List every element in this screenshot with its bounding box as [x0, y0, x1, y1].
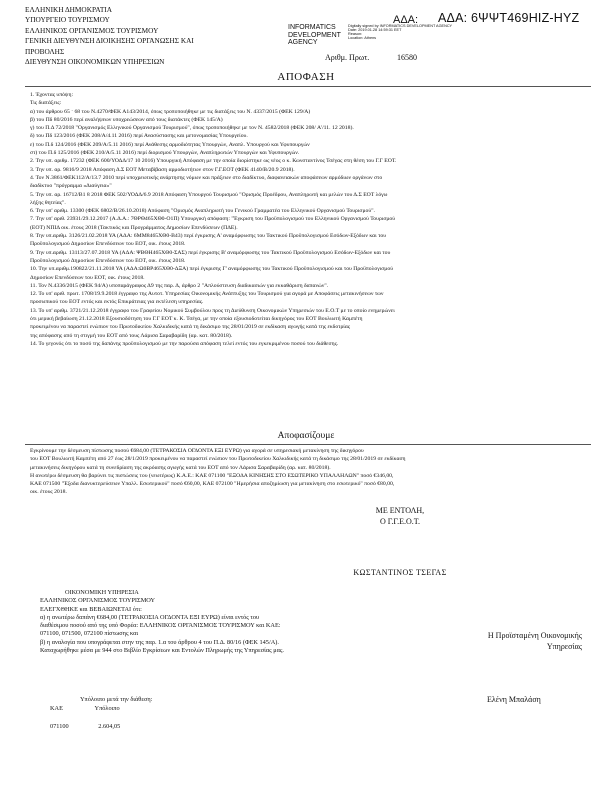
authority-signature: [0, 505, 612, 527]
body-line: της απόφασης από τη στιγμή του ΕΟΤ από τους Λάρισα Σαραβαρίδη (αρ. κατ. 80/2018).: [30, 332, 233, 339]
decision-line: οικ. έτους 2018.: [30, 489, 67, 496]
body-line: Προϋπολογισμού Δημοσίων Επενδύσεων του ΕΟΤ, οικ. έτους 2018.: [30, 257, 186, 264]
decision-line: Η ανωτέρω δέσμευση θα βαρύνει τις πιστώσεις του (νεωτέρως) Κ.Α.Ε.: ΚΑΕ 071100 "ΕΞΟΔΑ ΚΙΝΗΣΗΣ ΣΤΟ ΕΣΩΤΕΡΙΚΟ ΥΠΑΛΛΗΛΩΝ" ποσό €346,00,: [30, 472, 394, 479]
stamp-line: AGENCY: [288, 39, 318, 46]
body-line: 12. Το υπ' αριθ. πρωτ. 1708/19.9.2018 έγγραφο της Αυτοτ. Υπηρεσίας Οικονομικής Ανάπτυξης του Τουρισμού για αγορά με Αποφάσεις μετακινήσεων των: [30, 291, 384, 298]
body-line: ε) του Π.δ 124/2016 (ΦΕΚ 209/Α/5.11 2016) περί Ανάθεσης αρμοδιότητας Υπουργών, Αναπλ. Υπουργού και Υφυπουργών: [30, 141, 310, 148]
service-line: διαθέσιμου ποσού από της υπό Φορέα: ΕΛΛΗΝΙΚΟΣ ΟΡΓΑΝΙΣΜΟΣ ΤΟΥΡΙΣΜΟΥ και ΚΑΕ:: [40, 622, 281, 630]
balance-row: [50, 722, 152, 731]
stamp-fineprint: [348, 24, 452, 40]
service-line: Καταχωρήθηκε μέσα με 944 στο Βιβλίο Εγκρίσεων και Εντολών Πληρωμής της Υπηρεσίας μας.: [40, 647, 284, 655]
finance-service-block: [40, 589, 284, 655]
service-line: ΕΛΕΓΧΘΗΚΕ και ΒΕΒΑΙΩΝΕΤΑΙ ότι:: [40, 605, 142, 613]
decision-title: Αποφασίζουμε: [277, 431, 335, 441]
protocol-number: [325, 53, 417, 62]
protocol-label: Αριθμ. Πρωτ.: [325, 53, 370, 62]
decision-divider: [25, 444, 591, 445]
body-line: διαδίκτυο "πρόγραμμα «Διαύγεια»": [30, 183, 112, 190]
body-line: στ) του Π.δ 125/2016 (ΦΕΚ 210/Α/5.11 2016) περί διορισμού Υπουργών, Αναπληρωτών Υπουργών και Υφυπουργών.: [30, 150, 300, 157]
body-line: α) του άρθρου 65 ⋅ 68 του Ν.4270/ΦΕΚ Α143/2014, όπως τροποποιήθηκε με τις διατάξεις του Ν. 4337/2015 (ΦΕΚ 129/Α): [30, 108, 311, 115]
balance-value: 2.604,05: [98, 723, 121, 730]
decision-line: ΚΑΕ 071500 "Έξοδα διανυκτερεύσεων Υπαλλ. Εσωτερικού" ποσό €60,00, ΚΑΕ 072100 "Ημερήσια αποζημίωση για μετακίνηση στο εσωτερικό" ποσό €80,00,: [30, 481, 395, 488]
body-line: 14. Το γεγονός ότι το ποσό της δαπάνης προϋπολογισμού με την παρούσα απόφαση τελεί εντός του εγκεκριμένου ποσού του διάθεσης.: [30, 340, 339, 347]
body-line: 4. Τον Ν.3861/ΦΕΚ112/Α/13.7 2010 περί υποχρεωτικής ανάρτησης νόμων και πράξεων στο διαδίκτυο, διαφανειακών αποφάσεων αρμόδιων οργάνων στο: [30, 174, 383, 181]
finance-head-signature: [440, 630, 582, 652]
body-line: 5. Την υπ. αρ. 16712/Β1 8 2018 ΦΕΚ 502/ΥΟΔΔ/6.9 2018 Απόφαση Υπουργού Τουρισμού "Ορισμός Προέδρου, Αναπληρωτή και μελών του Δ.Σ ΕΟΤ λόγω: [30, 191, 388, 198]
body-line: γ) του Π.Δ 72/2018 "Οργανισμός Ελληνικού Οργανισμού Τουρισμού", όπως τροποποιήθηκε με τον Ν. 4582/2018 (ΦΕΚ 208/ Α'/11. 12 2018).: [30, 125, 354, 132]
stamp-line: INFORMATICS: [288, 24, 336, 31]
signature-line: Ο Γ.Γ.Ε.Ο.Τ.: [379, 517, 421, 526]
title-divider: [25, 86, 591, 87]
body-line: 1. Έχοντας υπόψη:: [30, 92, 74, 98]
issuer-header: [25, 5, 194, 67]
header-line: ΥΠΟΥΡΓΕΙΟ ΤΟΥΡΙΣΜΟΥ: [25, 15, 110, 25]
body-line: ότι μερική βεβαίωση 21.12.2018 Εξουσιοδότηση του Γ.Γ ΕΟΤ κ. Κ. Τσέγα, με την οποία εξουσιοδοτείται δικηγόρος του ΕΟΤ Βουλιωτή Καμπέτη: [30, 316, 363, 323]
service-line: β) η αναλογία που υπογράφεται στην της παρ. 1.α του άρθρου 4 του Π.Δ. 80/16 (ΦΕΚ 145/Α).: [40, 638, 279, 646]
stamp-tiny-line: Digitally signed by INFORMATICS DEVELOPMENT AGENCY: [348, 24, 453, 28]
digital-signature-stamp: [288, 24, 453, 47]
body-line: 3. Την υπ. αρ. 9816/9 2018 Απόφαση Δ.Σ ΕΟΤ Μεταβίβαση αρμοδιοτήτων στον Γ.Γ.ΕΟΤ (ΦΕΚ 4140/Β/20.9 2018).: [30, 166, 295, 173]
header-line: ΓΕΝΙΚΗ ΔΙΕΥΘΥΝΣΗ ΔΙΟΙΚΗΣΗΣ ΟΡΓΑΝΩΣΗΣ ΚΑΙ: [25, 36, 194, 46]
decision-line: Εγκρίνουμε την δέσμευση πίστωσης ποσού €684,00 (ΤΕΤΡΑΚΟΣΙΑ ΟΓΔΟΝΤΑ ΕΞΙ ΕΥΡΩ) για αγορά σε υπηρεσιακή μετακίνηση της δικηγόρου: [30, 448, 364, 454]
header-line: ΕΛΛΗΝΙΚΟΣ ΟΡΓΑΝΙΣΜΟΣ ΤΟΥΡΙΣΜΟΥ: [25, 25, 159, 35]
header-line: ΔΙΕΥΘΥΝΣΗ ΟΙΚΟΝΟΜΙΚΩΝ ΥΠΗΡΕΣΙΩΝ: [25, 56, 165, 66]
header-line: ΕΛΛΗΝΙΚΗ ΔΗΜΟΚΡΑΤΙΑ: [25, 5, 112, 14]
stamp-line: DEVELOPMENT: [288, 31, 341, 39]
body-line: 10. Την υπ.αριθμ.190822/21.11.2018 ΥΑ (ΑΔΑ:Ω0ΒΡ465ΧΘ0-ΔΞΑ) περί έγκρισης Γ' αναμόρφωσης του Τακτικού Προϋπολογισμού και του Προϋπολογισμού: [30, 266, 394, 273]
body-line: δ) του Πδ 123/2016 (ΦΕΚ 208/Α/4.11 2016) περί Ανασύστασης και μετονομασίας Υπουργείου.: [30, 133, 248, 140]
body-line: Δημοσίων Επενδύσεων του ΕΟΤ, οικ. έτους 2018.: [30, 274, 145, 281]
decision-line: του ΕΟΤ Βουλιωτή Καμπέτη από 27 έως 28/1/2019 προκειμένου να παραστεί ενώπιον του Πρωτοδικείου Χαλκιδικής κατά τη δικάσιμο της 28/01/2019 σε εκδίκαση: [30, 456, 406, 463]
col-balance: Υπόλοιπο: [94, 705, 120, 712]
finance-head-title: Υπηρεσίας: [546, 642, 582, 651]
service-line: ΕΛΛΗΝΙΚΟΣ ΟΡΓΑΝΙΣΜΟΣ ΤΟΥΡΙΣΜΟΥ: [40, 597, 156, 605]
signatory-name: ΚΩΣΤΑΝΤΙΝΟΣ ΤΣΕΓΑΣ: [353, 568, 447, 577]
body-line: (ΕΟΤ) ΝΠΙΔ οικ. έτους 2018 (Τακτικός και Προγράμματος Δημοσίων Επενδύσεων (ΠΔΕ).: [30, 224, 238, 231]
decision-line: μετακινήσεις δικηγόρου κατά τη συνεδρίαση της ακρόασης αγωγής κατά του ΕΟΤ από τον Λάρισα Σαραβαρίδη (αρ. κατ. 80/2018).: [30, 464, 331, 471]
balance-label: Υπόλοιπο μετά την διάθεση:: [80, 696, 153, 703]
stamp-tiny-line: Date: 2019.01.28 14:59:31 EET: [348, 28, 402, 32]
kae-code: 071100: [50, 723, 69, 730]
balance-header-row: [50, 704, 152, 713]
signature-line: ΜΕ ΕΝΤΟΛΗ,: [375, 506, 425, 515]
decision-text: [30, 447, 406, 497]
body-line: 6. Την υπ' αριθμ. 13300 (ΦΕΚ 6802/Β/26.10.2018) Απόφαση "Ορισμός Αναπληρωτή του Γενικού Γραμματέα του Ελληνικού Οργανισμού Τουρισμού".: [30, 208, 375, 215]
body-line: λήξης θητείας".: [30, 199, 66, 206]
service-line: 071100, 071500, 072100 πίστωσης και: [40, 630, 139, 638]
body-line: 7. Την υπ' αριθ. 23931/29.12.2017 (Α.Δ.Α.: 7ΘΡΘ465ΧΘ0-Ο1Π) Υπουργική απόφαση: "Έγκριση του Προϋπολογισμού του Ελληνικού Οργανισμού Τουρισμού: [30, 216, 396, 223]
stamp-tiny-line: Reason:: [348, 32, 363, 36]
body-line: προσωπικού του ΕΟΤ εντός και εκτός Επικράτειας για εκτέλεση υπηρεσίας.: [30, 299, 204, 306]
body-line: β) του Πδ 80/2016 περί αναλήψεων υποχρεώσεων από τους διατάκτες (ΦΕΚ 145/Α): [30, 116, 223, 123]
header-line: ΠΡΟΒΟΛΗΣ: [25, 46, 65, 56]
body-line: Τις διατάξεις:: [30, 100, 62, 107]
service-line: ΟΙΚΟΝΟΜΙΚΗ ΥΠΗΡΕΣΙΑ: [65, 589, 139, 596]
body-line: προκειμένου να παραστεί ενώπιον του Πρωτοδικείου Χαλκιδικής κατά τη δικάσιμο της 28/01/2019 σε εκδίκαση αγωγής κατά της εκδοτρίας: [30, 324, 351, 331]
ada-label: ΑΔΑ:: [393, 14, 419, 26]
body-line: Προϋπολογισμού Δημοσίων Επενδύσεων του ΕΟΤ, οικ. έτους 2018.: [30, 241, 186, 248]
body-line: 8. Την υπ.αριθμ. 3126/21.02.2018 ΥΑ (ΑΔΑ: 6ΜΜ8465ΧΘ0-Β43) περί έγκρισης Α' αναμόρφωσης του Τακτικού Προϋπολογισμού Εσόδων-Εξόδων και του: [30, 233, 387, 240]
col-kae: ΚΑΕ: [50, 705, 63, 712]
finance-head-name: Ελένη Μπαλάση: [487, 695, 541, 704]
balance-table: [50, 695, 152, 731]
body-line: 2. Την υπ. αριθμ. 17232 (ΦΕΚ 600/ΥΟΔΔ/17 10 2016) Υπουργική Απόφαση με την οποία διορίστηκε ως νέος ο κ. Κωνσταντίνος Τσέγας στη θέση του Γ.Γ ΕΟΤ.: [30, 158, 397, 165]
body-line: 13. Το υπ' αριθμ. 3721/21.12.2018 έγγραφο του Γραφείου Νομικού Συμβούλου προς τη Διεύθυνση Οικονομικών Υπηρεσιών του Ε.Ο.Τ με το οποίο ενημερώνει: [30, 307, 395, 314]
document-title: ΑΠΟΦΑΣΗ: [277, 71, 335, 83]
considerations: [30, 91, 590, 348]
stamp-tiny-line: Location: Athens: [348, 36, 377, 40]
finance-head-title: Η Προϊσταμένη Οικονομικής: [487, 631, 582, 640]
ada-code: ΑΔΑ: 6ΨΨΤ469ΗΙΖ-ΗΥΖ: [438, 11, 580, 25]
protocol-value: 16580: [397, 53, 417, 62]
service-line: α) η ανωτέρω δαπάνη €684,00 (ΤΕΤΡΑΚΟΣΙΑ ΟΓΔΟΝΤΑ ΕΞΙ ΕΥΡΩ) είναι εντός του: [40, 613, 260, 621]
body-line: 11. Τον Ν.4336/2015 (ΦΕΚ 94/Α) υποπαράγραφος Δ9 της παρ. Δ, άρθρο 2 "Απλούστευση διαδικασιών για εκκαθάριση δαπανών".: [30, 282, 329, 289]
body-line: 9. Την υπ.αριθμ. 13113/27.07.2018 ΥΑ (ΑΔΑ: ΨΒΘΗ465ΧΘ0-ΣΑΣ) περί έγκρισης Β' αναμόρφωσης του Τακτικού Προϋπολογισμού Εσόδων-Εξόδων και του: [30, 249, 391, 256]
